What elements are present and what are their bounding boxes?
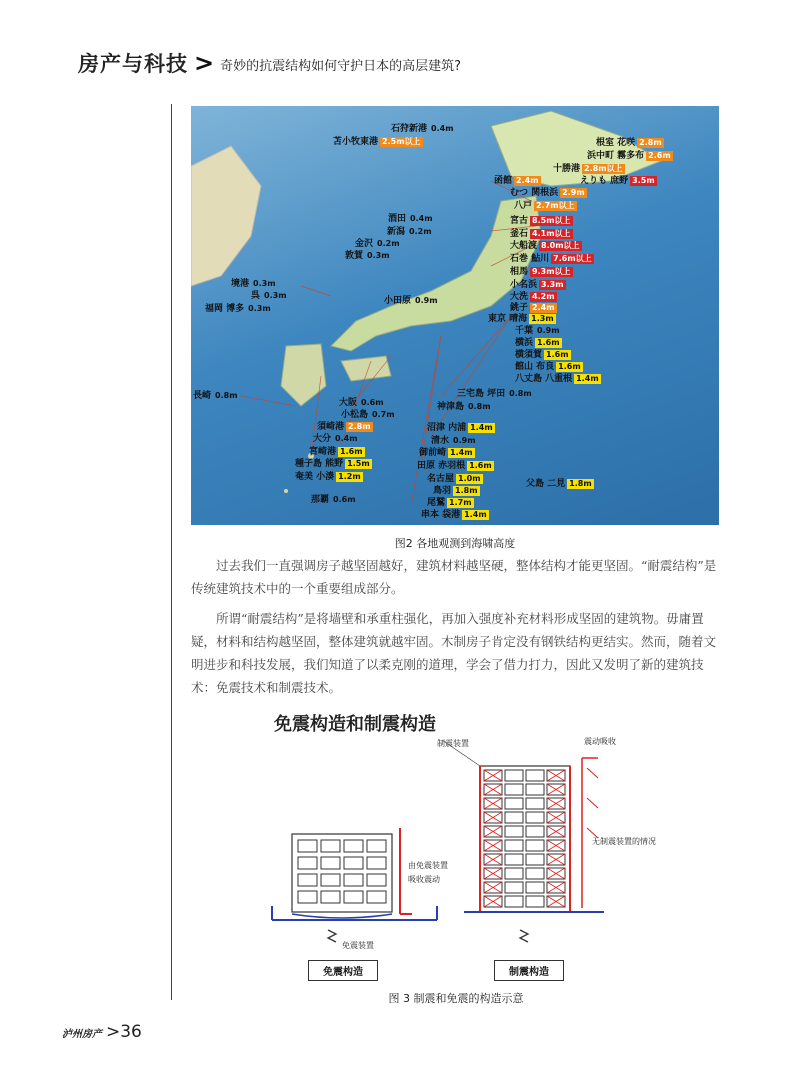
map-label-place: 大分 bbox=[313, 434, 332, 444]
map-label-place: 相馬 bbox=[510, 267, 529, 277]
map-label bbox=[515, 338, 562, 349]
map-label-height: 2.5m以上 bbox=[382, 137, 421, 146]
figure3-caption: 图 3 制震和免震的构造示意 bbox=[388, 992, 524, 1005]
map-label bbox=[295, 459, 372, 470]
map-label-height: 1.6m bbox=[469, 461, 492, 470]
map-label bbox=[587, 151, 673, 162]
map-label-place: 奄美 小湊 bbox=[295, 472, 335, 482]
paragraph-2: 所谓“耐震结构”是将墙壁和承重柱强化，再加入强度补充材料形成坚固的建筑物。毋庸置疑，材料和结构越坚固，整体建筑就越牢固。木制房子肯定没有钢铁结构更结实。然而，随着文明进步和科技发展，我们知道了以柔克刚的道理，学会了借力打力，因此又发明了新的建筑技术：免震技术和制震技术。 bbox=[191, 611, 717, 695]
map-label-place: 酒田 bbox=[388, 214, 407, 224]
map-label-place: 宮古 bbox=[510, 216, 529, 226]
map-label bbox=[345, 251, 392, 262]
map-label bbox=[421, 510, 489, 521]
isolation-absorb-line2: 吸收震动 bbox=[408, 875, 440, 884]
map-label-place: 呉 bbox=[251, 291, 261, 301]
map-label bbox=[339, 398, 386, 409]
map-label-place: 敦賀 bbox=[345, 251, 364, 261]
map-label bbox=[510, 292, 557, 303]
map-label bbox=[431, 436, 478, 447]
map-label bbox=[515, 326, 562, 337]
map-label-height: 1.4m bbox=[576, 374, 599, 383]
map-label-height: 0.8m bbox=[215, 391, 238, 400]
map-label-height: 1.3m bbox=[531, 314, 554, 323]
map-label-height: 2.6m bbox=[648, 151, 671, 160]
map-label-place: 八戸 bbox=[514, 201, 533, 211]
map-label-place: 根室 花咲 bbox=[596, 138, 636, 148]
map-label bbox=[515, 350, 571, 361]
map-label-height: 3.3m bbox=[541, 280, 564, 289]
map-label bbox=[510, 241, 582, 252]
map-label bbox=[384, 296, 440, 307]
map-label-height: 0.9m bbox=[453, 436, 476, 445]
footer-brand: 泸州房产 bbox=[62, 1029, 102, 1040]
map-label-place: 田原 赤羽根 bbox=[417, 461, 466, 471]
map-label-place: 清水 bbox=[431, 436, 450, 446]
map-label-height: 0.4m bbox=[410, 214, 433, 223]
map-label bbox=[427, 498, 474, 509]
map-label-height: 1.5m bbox=[347, 459, 370, 468]
map-label-height: 1.2m bbox=[338, 472, 361, 481]
map-label-height: 4.2m bbox=[532, 292, 555, 301]
map-label bbox=[333, 137, 423, 148]
map-label-place: 境港 bbox=[231, 279, 250, 289]
no-damper-label: 无制震装置的情况 bbox=[592, 837, 656, 846]
article-title: 奇妙的抗震结构如何守护日本的高层建筑? bbox=[220, 59, 462, 74]
map-label bbox=[419, 448, 475, 459]
map-label-height: 1.6m bbox=[340, 447, 363, 456]
map-label-height: 2.8m以上 bbox=[584, 164, 623, 173]
map-label-place: むつ 関根浜 bbox=[510, 188, 559, 198]
map-label-height: 0.3m bbox=[248, 304, 271, 313]
map-label-place: 銚子 bbox=[510, 303, 529, 313]
map-label-place: 長崎 bbox=[193, 391, 212, 401]
map-label-height: 2.4m bbox=[532, 303, 555, 312]
map-label-height: 1.6m bbox=[546, 350, 569, 359]
structure-diagram bbox=[232, 708, 680, 984]
map-label bbox=[433, 486, 480, 497]
map-label-height: 1.0m bbox=[458, 474, 481, 483]
map-label-place: 鳥羽 bbox=[433, 486, 452, 496]
map-label-place: 父島 二見 bbox=[526, 479, 566, 489]
map-label-place: 那覇 bbox=[311, 495, 330, 505]
map-label-place: 小名浜 bbox=[510, 280, 538, 290]
map-label-place: 三宅島 坪田 bbox=[457, 389, 506, 399]
map-label bbox=[427, 474, 483, 485]
map-label-place: 館山 布良 bbox=[515, 362, 555, 372]
map-label-height: 1.8m bbox=[569, 479, 592, 488]
map-label bbox=[580, 176, 657, 187]
map-label-height: 1.4m bbox=[464, 510, 487, 519]
map-label-place: 東京 晴海 bbox=[488, 314, 528, 324]
damping-structure-label: 制震构造 bbox=[494, 960, 564, 981]
map-label bbox=[295, 472, 363, 483]
map-label-height: 0.8m bbox=[468, 402, 491, 411]
map-label-place: 苫小牧東港 bbox=[333, 137, 379, 147]
map-label-height: 0.6m bbox=[361, 398, 384, 407]
structure-drawing bbox=[232, 708, 680, 984]
map-label-height: 0.3m bbox=[264, 291, 287, 300]
map-label-place: 小松島 bbox=[341, 410, 369, 420]
map-label-place: 横須賀 bbox=[515, 350, 543, 360]
map-label-place: 釜石 bbox=[510, 229, 529, 239]
map-label bbox=[427, 423, 495, 434]
map-label-height: 0.3m bbox=[367, 251, 390, 260]
map-label-height: 2.8m bbox=[348, 422, 371, 431]
map-label bbox=[355, 239, 402, 250]
map-label bbox=[510, 229, 573, 240]
map-label-height: 2.8m bbox=[639, 138, 662, 147]
map-label-height: 8.5m以上 bbox=[532, 216, 571, 225]
map-label-height: 0.2m bbox=[409, 227, 432, 236]
map-label-place: 石巻 鮎川 bbox=[510, 254, 550, 264]
map-label bbox=[251, 291, 289, 302]
map-label-height: 0.9m bbox=[415, 296, 438, 305]
map-label-height: 9.3m以上 bbox=[532, 267, 571, 276]
map-label-place: 金沢 bbox=[355, 239, 374, 249]
map-label bbox=[317, 422, 373, 433]
figure2-caption: 图2 各地观测到海啸高度 bbox=[394, 537, 516, 550]
page-footer bbox=[62, 1022, 142, 1042]
map-label-height: 3.5m bbox=[632, 176, 655, 185]
map-label bbox=[510, 216, 573, 227]
map-label-place: 須崎港 bbox=[317, 422, 345, 432]
map-label-height: 0.4m bbox=[335, 434, 358, 443]
map-label-height: 1.8m bbox=[455, 486, 478, 495]
map-label bbox=[311, 495, 358, 506]
isolation-structure-label: 免震构造 bbox=[308, 960, 378, 981]
map-label-place: 横浜 bbox=[515, 338, 534, 348]
paragraph-1: 过去我们一直强调房子越坚固越好，建筑材料越坚硬，整体结构才能更坚固。“耐震结构”是传统建筑技术中的一个重要组成部分。 bbox=[191, 558, 717, 596]
vertical-divider bbox=[171, 104, 172, 1000]
map-label bbox=[205, 304, 273, 315]
map-label bbox=[553, 164, 625, 175]
map-label-height: 2.7m以上 bbox=[536, 201, 575, 210]
map-label bbox=[309, 447, 365, 458]
page-header bbox=[78, 48, 461, 78]
map-label bbox=[387, 227, 434, 238]
map-label-height: 8.0m以上 bbox=[541, 241, 580, 250]
map-label-place: 浜中町 霧多布 bbox=[587, 151, 645, 161]
map-label bbox=[457, 389, 534, 400]
map-label-height: 2.9m bbox=[562, 188, 585, 197]
map-label bbox=[341, 410, 397, 421]
map-label-place: 種子島 熊野 bbox=[295, 459, 344, 469]
map-label-height: 0.8m bbox=[509, 389, 532, 398]
map-label bbox=[510, 303, 557, 314]
map-label-height: 1.7m bbox=[449, 498, 472, 507]
map-label-place: 八丈島 八重根 bbox=[515, 374, 573, 384]
map-label-place: えりも 庶野 bbox=[580, 176, 629, 186]
map-label-place: 串本 袋港 bbox=[421, 510, 461, 520]
tsunami-map bbox=[191, 106, 719, 525]
map-label-height: 0.4m bbox=[431, 124, 454, 133]
map-label-height: 0.6m bbox=[333, 495, 356, 504]
map-label-place: 沼津 内浦 bbox=[427, 423, 467, 433]
vibration-absorb-label: 震动吸收 bbox=[584, 737, 616, 746]
map-label-place: 小田原 bbox=[384, 296, 412, 306]
map-label-height: 1.6m bbox=[537, 338, 560, 347]
map-label-place: 尾鷲 bbox=[427, 498, 446, 508]
damper-label: 制震装置 bbox=[437, 739, 469, 748]
map-label-height: 0.3m bbox=[253, 279, 276, 288]
map-label bbox=[510, 280, 566, 291]
map-label-height: 4.1m以上 bbox=[532, 229, 571, 238]
map-label-height: 0.2m bbox=[377, 239, 400, 248]
map-label bbox=[526, 479, 594, 490]
map-label bbox=[388, 214, 435, 225]
map-label bbox=[510, 267, 573, 278]
map-label bbox=[515, 374, 601, 385]
map-label-height: 2.4m bbox=[516, 176, 539, 185]
map-label-place: 神津島 bbox=[437, 402, 465, 412]
map-label bbox=[510, 188, 587, 199]
map-label-place: 大洗 bbox=[510, 292, 529, 302]
map-label bbox=[417, 461, 494, 472]
map-label-place: 名古屋 bbox=[427, 474, 455, 484]
map-label-place: 御前崎 bbox=[419, 448, 447, 458]
map-label bbox=[510, 254, 594, 265]
map-label-place: 十勝港 bbox=[553, 164, 581, 174]
map-label-place: 千葉 bbox=[515, 326, 534, 336]
map-label-height: 1.6m bbox=[558, 362, 581, 371]
map-label bbox=[193, 391, 240, 402]
map-label-height: 1.4m bbox=[470, 423, 493, 432]
isolation-absorb-line1: 由免震装置 bbox=[408, 861, 448, 870]
map-label bbox=[313, 434, 360, 445]
page-number: >36 bbox=[106, 1022, 142, 1042]
map-label bbox=[437, 402, 493, 413]
map-label bbox=[494, 176, 541, 187]
map-label-place: 大船渡 bbox=[510, 241, 538, 251]
map-label-height: 0.9m bbox=[537, 326, 560, 335]
map-label bbox=[391, 124, 456, 135]
map-label-place: 新潟 bbox=[387, 227, 406, 237]
map-label bbox=[596, 138, 664, 149]
map-label-height: 7.6m以上 bbox=[553, 254, 592, 263]
isolator-label: 免震装置 bbox=[342, 941, 374, 950]
map-label-place: 福岡 博多 bbox=[205, 304, 245, 314]
map-label-place: 大阪 bbox=[339, 398, 358, 408]
map-label-height: 0.7m bbox=[372, 410, 395, 419]
map-label-place: 函館 bbox=[494, 176, 513, 186]
map-label bbox=[514, 201, 577, 212]
chevron-right-icon: > bbox=[194, 49, 215, 77]
map-label bbox=[488, 314, 556, 325]
map-label-place: 石狩新港 bbox=[391, 124, 428, 134]
map-label bbox=[515, 362, 583, 373]
map-label-height: 1.4m bbox=[450, 448, 473, 457]
map-label bbox=[231, 279, 278, 290]
map-label-place: 宮崎港 bbox=[309, 447, 337, 457]
section-title: 房产与科技 bbox=[78, 52, 188, 76]
figure3-title: 免震构造和制震构造 bbox=[274, 714, 436, 735]
